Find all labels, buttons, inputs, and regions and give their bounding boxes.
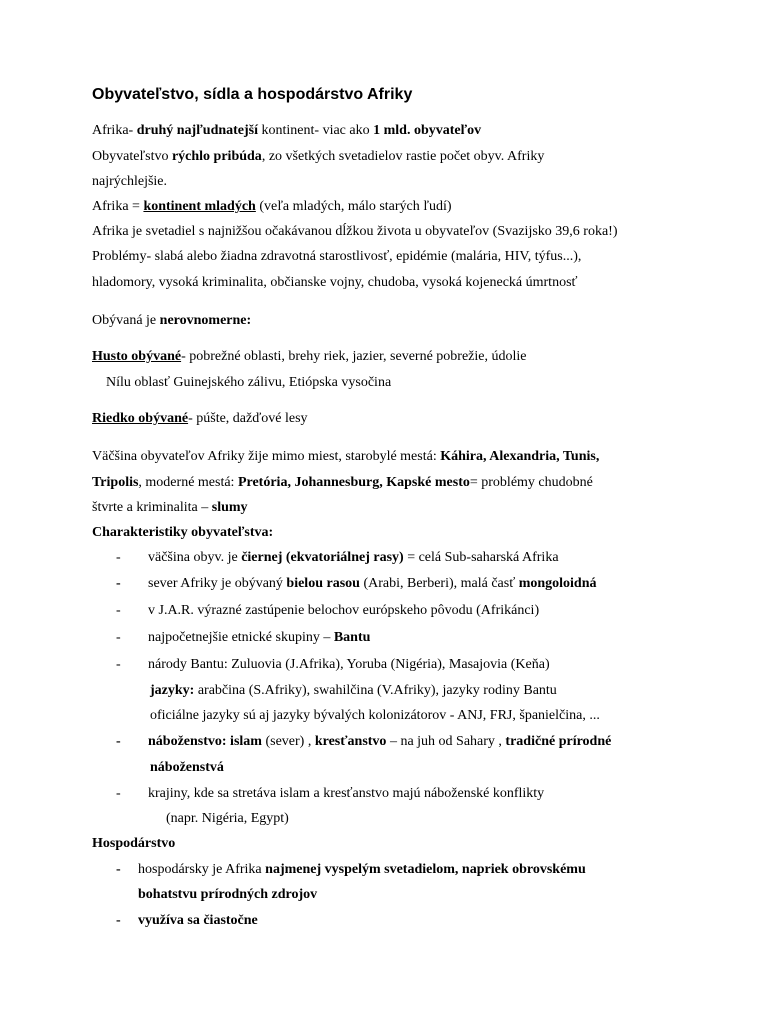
text-line-7: hladomory, vysoká kriminalita, občianske vojny, chudoba, vysoká kojenecká úmrtnosť (92, 275, 578, 290)
list-item: najpočetnejšie etnické skupiny – Bantu (148, 630, 371, 645)
list-item: väčšina obyv. je čiernej (ekvatoriálnej rasy) = celá Sub-saharská Afrika (148, 550, 559, 565)
document-title: Obyvateľstvo, sídla a hospodárstvo Afriky (92, 86, 413, 103)
text-line-11: Riedko obývané- púšte, dažďové lesy (92, 411, 308, 426)
list-bullet: - (116, 657, 121, 672)
list-item: sever Afriky je obývaný bielou rasou (Arabi, Berberi), malá časť mongoloidná (148, 576, 597, 591)
list-item-continuation: jazyky: arabčina (S.Afriky), swahilčina (V.Afriky), jazyky rodiny Bantu (150, 683, 557, 698)
list-bullet: - (116, 862, 121, 877)
section-heading-economy: Hospodárstvo (92, 836, 176, 851)
list-item: národy Bantu: Zuluovia (J.Afrika), Yoruba (Nigéria), Masajovia (Keňa) (148, 657, 550, 672)
text-line-6: Problémy- slabá alebo žiadna zdravotná starostlivosť, epidémie (malária, HIV, týfus...), (92, 249, 582, 264)
list-item: v J.A.R. výrazné zastúpenie belochov európskeho pôvodu (Afrikánci) (148, 603, 540, 618)
list-item: hospodársky je Afrika najmenej vyspelým svetadielom, napriek obrovskému (138, 862, 586, 877)
text-line-13: Tripolis, moderné mestá: Pretória, Johannesburg, Kapské mesto= problémy chudobné (92, 475, 593, 490)
text-line-2: Obyvateľstvo rýchlo pribúda, zo všetkých svetadielov rastie počet obyv. Afriky (92, 149, 545, 164)
text-line-1: Afrika- druhý najľudnatejší kontinent- viac ako 1 mld. obyvateľov (92, 123, 482, 138)
section-heading-characteristics: Charakteristiky obyvateľstva: (92, 525, 274, 540)
list-bullet: - (116, 550, 121, 565)
text-line-3: najrýchlejšie. (92, 174, 168, 189)
text-line-12: Väčšina obyvateľov Afriky žije mimo miest, starobylé mestá: Káhira, Alexandria, Tunis, (92, 449, 600, 464)
list-item: krajiny, kde sa stretáva islam a kresťanstvo majú náboženské konflikty (148, 786, 545, 801)
list-bullet: - (116, 630, 121, 645)
list-item-continuation: (napr. Nigéria, Egypt) (166, 811, 289, 826)
text-line-9: Husto obývané- pobrežné oblasti, brehy riek, jazier, severné pobrežie, údolie (92, 349, 527, 364)
list-item: využíva sa čiastočne (138, 913, 258, 928)
list-bullet: - (116, 786, 121, 801)
list-bullet: - (116, 734, 121, 749)
list-item: náboženstvo: islam (sever) , kresťanstvo – na juh od Sahary , tradičné prírodné (148, 734, 612, 749)
list-bullet: - (116, 603, 121, 618)
list-item-continuation: náboženstvá (150, 760, 224, 775)
text-line-5: Afrika je svetadiel s najnižšou očakávanou dĺžkou života u obyvateľov (Svazijsko 39,6 roka!) (92, 224, 618, 239)
text-line-8: Obývaná je nerovnomerne: (92, 313, 252, 328)
list-item-continuation: bohatstvu prírodných zdrojov (138, 887, 318, 902)
text-line-4: Afrika = kontinent mladých (veľa mladých, málo starých ľudí) (92, 199, 452, 214)
text-line-10: Nílu oblasť Guinejského zálivu, Etiópska vysočina (106, 375, 392, 390)
list-item-continuation: oficiálne jazyky sú aj jazyky bývalých kolonizátorov - ANJ, FRJ, španielčina, ... (150, 708, 600, 723)
list-bullet: - (116, 913, 121, 928)
list-bullet: - (116, 576, 121, 591)
text-line-14: štvrte a kriminalita – slumy (92, 500, 248, 515)
